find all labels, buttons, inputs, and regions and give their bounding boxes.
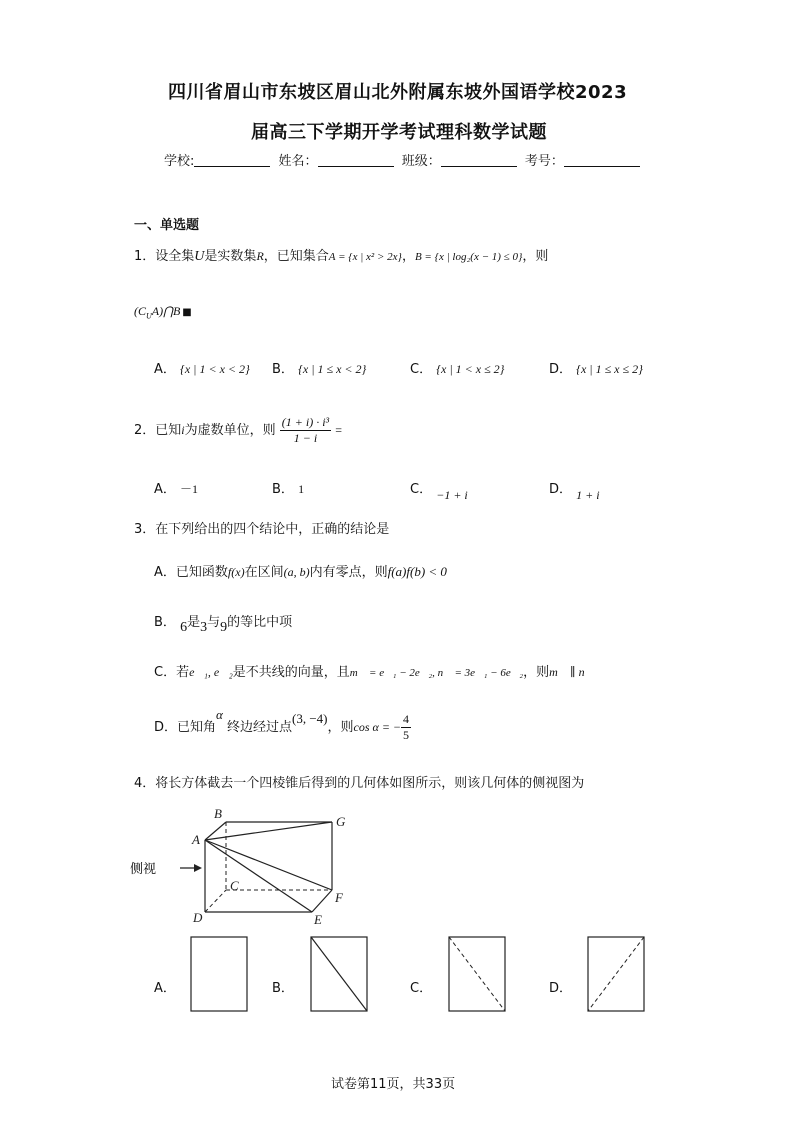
- point-d-label: D: [193, 910, 203, 925]
- option-text: 已知角: [177, 720, 217, 735]
- option-text: 是: [187, 615, 201, 630]
- option-label: C．: [410, 362, 433, 377]
- option-label: C．: [410, 482, 433, 497]
- field-school-label: 学校:: [164, 154, 195, 169]
- q4-option-b-label[interactable]: B．: [272, 981, 294, 996]
- option-text: 在区间: [244, 565, 284, 580]
- option-math: 9: [220, 620, 228, 635]
- edge-ag: [205, 822, 332, 840]
- option-value: {x | 1 < x < 2}: [180, 362, 250, 376]
- point-g-label: G: [336, 814, 346, 829]
- option-math: f(a)f(b) < 0: [387, 564, 447, 579]
- q1-option-a[interactable]: [154, 358, 250, 377]
- option-math: f(x): [227, 565, 245, 579]
- q2-text: 已知: [155, 423, 182, 438]
- field-id-label: 考号：: [524, 154, 564, 169]
- option-math: cos α = −: [353, 720, 402, 734]
- q2-option-a[interactable]: [154, 478, 198, 497]
- q1-expr: A)⋂B: [151, 304, 181, 318]
- q1-text: 设全集: [155, 249, 195, 264]
- option-value: {x | 1 ≤ x < 2}: [298, 362, 367, 376]
- q3-option-c[interactable]: [154, 661, 594, 680]
- q4-option-d-figure[interactable]: [587, 936, 647, 1014]
- q4-option-a-figure[interactable]: [190, 936, 250, 1014]
- option-text: 已知函数: [175, 565, 228, 580]
- option-math: (3, −4): [292, 711, 328, 726]
- q4-option-c-figure[interactable]: [448, 936, 508, 1014]
- option-label: A．: [154, 482, 176, 497]
- field-name-blank[interactable]: [318, 154, 394, 167]
- q3-option-b[interactable]: [154, 611, 293, 635]
- field-class-label: 班级：: [401, 154, 441, 169]
- point-c-label: C: [230, 878, 239, 893]
- option-label: A．: [154, 565, 176, 580]
- q2-frac-num: (1 + i) · i³: [281, 415, 330, 429]
- option-text: ，则: [327, 720, 354, 735]
- q1-expression: [134, 304, 192, 321]
- option-math: (a, b): [283, 565, 310, 579]
- q3-option-a[interactable]: [154, 561, 447, 580]
- q2-number: 2．: [134, 423, 156, 438]
- q4-option-c-label[interactable]: C．: [410, 981, 433, 996]
- option-math: 6: [180, 620, 188, 635]
- q1-expr-tail: ■: [182, 307, 192, 318]
- option-math: m⃗ ∥ n⃗: [549, 665, 594, 679]
- q1-var-u: U: [194, 249, 205, 264]
- q2-option-b[interactable]: [272, 478, 304, 497]
- arrow-head: [194, 864, 202, 872]
- q1-expr: (C: [134, 304, 146, 318]
- option-label: D．: [549, 362, 573, 377]
- q4-option-b-figure[interactable]: [310, 936, 370, 1014]
- option-label: B．: [272, 362, 294, 377]
- frac-num: 4: [403, 712, 410, 726]
- option-text: ，则: [523, 665, 550, 680]
- q2-fraction: [280, 415, 331, 446]
- edge-dc-hidden: [205, 890, 226, 912]
- point-b-label: B: [214, 806, 222, 821]
- q3-option-d[interactable]: [154, 707, 411, 743]
- q2-eq: =: [335, 423, 343, 437]
- q2-frac-den: 1 − i: [293, 431, 318, 445]
- q4-solid-figure: [130, 800, 370, 930]
- q1-expr-sub: U: [146, 311, 152, 321]
- option-math: m⃗ = e⃗₁ − 2e⃗₂, n⃗ = 3e⃗₁ − 6e⃗₂: [349, 667, 524, 679]
- option-value: {x | 1 < x ≤ 2}: [436, 362, 505, 376]
- q1-var-r: R: [256, 249, 264, 263]
- option-label: C．: [154, 665, 177, 680]
- q3-d-fraction: [401, 712, 411, 743]
- option-label: B．: [154, 615, 176, 630]
- edge-ef: [312, 890, 332, 912]
- question-3-stem: [134, 518, 389, 537]
- option-text: 与: [207, 615, 221, 630]
- option-math: 3: [200, 620, 208, 635]
- field-class-blank[interactable]: [441, 154, 517, 167]
- option-label: B．: [272, 482, 294, 497]
- q1-option-d[interactable]: [549, 358, 643, 377]
- question-2-stem: [134, 415, 342, 446]
- q1-text: ，则: [522, 249, 549, 264]
- q4-text: 将长方体截去一个四棱锥后得到的几何体如图所示，则该几何体的侧视图为: [155, 776, 585, 791]
- option-text: 的等比中项: [227, 615, 293, 630]
- q1-option-c[interactable]: [410, 358, 504, 377]
- student-info-fields: [164, 150, 644, 169]
- option-math: e⃗₁, e⃗₂: [189, 665, 233, 679]
- q1-set-b: B = {x | log₂(x − 1) ≤ 0}: [414, 251, 523, 263]
- q1-text: 是实数集: [204, 249, 257, 264]
- field-id-blank[interactable]: [564, 154, 640, 167]
- q1-number: 1．: [134, 249, 156, 264]
- option-label: D．: [549, 482, 573, 497]
- option-text: 若: [176, 665, 190, 680]
- option-value: －1: [180, 482, 199, 496]
- q3-text: 在下列给出的四个结论中，正确的结论是: [155, 522, 390, 537]
- q2-var-i: i: [181, 423, 185, 437]
- point-f-label: F: [335, 890, 343, 905]
- field-school-blank[interactable]: [194, 154, 270, 167]
- q1-text: ，: [401, 249, 415, 264]
- point-e-label: E: [314, 912, 322, 927]
- q3-number: 3．: [134, 522, 156, 537]
- q4-option-a-label[interactable]: A．: [154, 981, 176, 996]
- field-name-label: 姓名：: [278, 154, 318, 169]
- option-text: 终边经过点: [227, 720, 293, 735]
- q4-option-d-label[interactable]: D．: [549, 981, 573, 996]
- q1-text: ，已知集合: [263, 249, 329, 264]
- q1-set-a: A = {x | x² > 2x}: [328, 251, 402, 263]
- option-label: A．: [154, 362, 176, 377]
- title-line-2: 届高三下学期开学考试理科数学试题: [251, 122, 547, 143]
- option-value: {x | 1 ≤ x ≤ 2}: [576, 362, 643, 376]
- title-line-1: 四川省眉山市东坡区眉山北外附属东坡外国语学校2023: [168, 82, 628, 103]
- q2-option-d[interactable]: [549, 478, 600, 502]
- option-text: 是不共线的向量，且: [232, 665, 350, 680]
- page-footer: 试卷第11页，共33页: [331, 1077, 456, 1092]
- option-math: α: [216, 707, 223, 722]
- option-value: 1 + i: [576, 488, 600, 502]
- option-value: 1: [298, 482, 305, 496]
- q2-text: 为虚数单位，则: [184, 423, 276, 438]
- question-4-stem: [134, 772, 584, 791]
- side-view-label: 侧视: [130, 862, 157, 877]
- option-value: −1 + i: [436, 488, 468, 502]
- question-1-stem: [134, 245, 548, 265]
- option-label: D．: [154, 720, 178, 735]
- frac-den: 5: [403, 728, 410, 742]
- q1-option-b[interactable]: [272, 358, 366, 377]
- q4-number: 4．: [134, 776, 156, 791]
- option-text: 内有零点，则: [309, 565, 388, 580]
- q2-option-c[interactable]: [410, 478, 468, 502]
- point-a-label: A: [192, 832, 200, 847]
- section-heading: 一、单选题: [134, 218, 200, 233]
